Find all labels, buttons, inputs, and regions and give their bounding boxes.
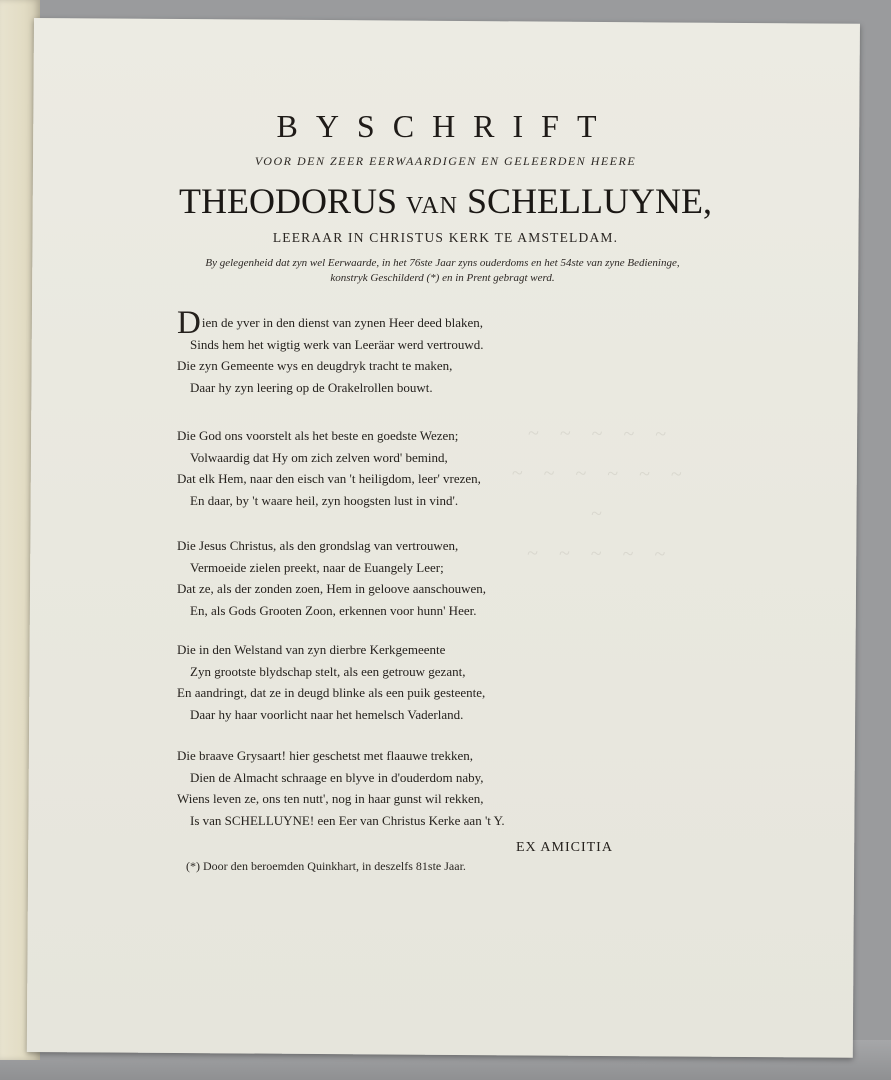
poem-line: En aandringt, dat ze in deugd blinke als een puik gesteente, (177, 685, 486, 700)
honoree-name (0, 180, 891, 222)
drop-cap: D (177, 305, 201, 341)
poem-line: Die Jesus Christus, als den grondslag van vertrouwen, (177, 538, 459, 553)
poem-line: Die braave Grysaart! hier geschetst met flaauwe trekken, (177, 748, 473, 763)
stanza-2 (177, 425, 481, 511)
poem-line: Volwaardig dat Hy om zich zelven word' bemind, (190, 449, 448, 465)
poem-line: Daar hy haar voorlicht naar het hemelsch Vaderland. (190, 706, 464, 722)
poem-line: Wiens leven ze, ons ten nutt', nog in haar gunst wil rekken, (177, 791, 484, 806)
poem-line: Die God ons voorstelt als het beste en goedste Wezen; (177, 428, 459, 443)
stanza-1 (177, 305, 484, 398)
poem-line: Is van SCHELLUYNE! een Eer van Christus Kerke aan 't Y. (190, 812, 505, 828)
document-title: BYSCHRIFT (276, 108, 615, 144)
honoree-role: LEERAAR IN CHRISTUS KERK TE AMSTELDAM. (272, 230, 619, 245)
stanza-3 (177, 535, 486, 621)
poem-line: Dien de yver in den dienst van zynen Heer deed blaken, (177, 305, 484, 341)
occasion-text: By gelegenheid dat zyn wel Eerwaarde, in het 76ste Jaar zyns ouderdoms en het 54ste van zyne Bedieninge, konstryk Geschilderd (*) en in Prent gebragt werd. (205, 257, 680, 284)
name-particle: VAN (406, 193, 458, 219)
name-last: SCHELLUYNE, (466, 181, 712, 221)
poem-line: Dat ze, als der zonden zoen, Hem in geloove aanschouwen, (177, 581, 486, 596)
poem-line: Zyn grootste blydschap stelt, als een getrouw gezant, (190, 663, 466, 679)
stanza-4 (177, 639, 485, 725)
poem-line: En daar, by 't waare heil, zyn hoogsten lust in vind'. (190, 492, 459, 508)
poem-line: Die in den Welstand van zyn dierbre Kerkgemeente (177, 642, 446, 657)
poem-line: Sinds hem het wigtig werk van Leeräar werd vertrouwd. (190, 336, 484, 352)
poem-line: En, als Gods Grooten Zoon, erkennen voor hunn' Heer. (190, 602, 477, 618)
name-first: THEODORUS (179, 181, 398, 221)
poem-line: Vermoeide zielen preekt, naar de Euangely Leer; (190, 559, 444, 575)
footnote: (*) Door den beroemden Quinkhart, in deszelfs 81ste Jaar. (186, 859, 466, 873)
document-subtitle: VOOR DEN ZEER EERWAARDIGEN EN GELEERDEN HEERE (254, 154, 637, 168)
show-through-ink: ~ ~ ~ ~ ~ ~ ~ ~ ~ ~ ~ ~ ~ ~ ~ ~ ~ (511, 422, 690, 566)
poem-line: Die zyn Gemeente wys en deugdryk tracht te maken, (177, 358, 453, 373)
signoff: EX AMICITIA (516, 840, 613, 855)
stanza-5 (177, 745, 505, 831)
poem-line: Dien de Almacht schraage en blyve in d'ouderdom naby, (190, 769, 484, 785)
poem-line: Dat elk Hem, naar den eisch van 't heiligdom, leer' vrezen, (177, 471, 481, 486)
poem-line: Daar hy zyn leering op de Orakelrollen bouwt. (190, 379, 433, 395)
